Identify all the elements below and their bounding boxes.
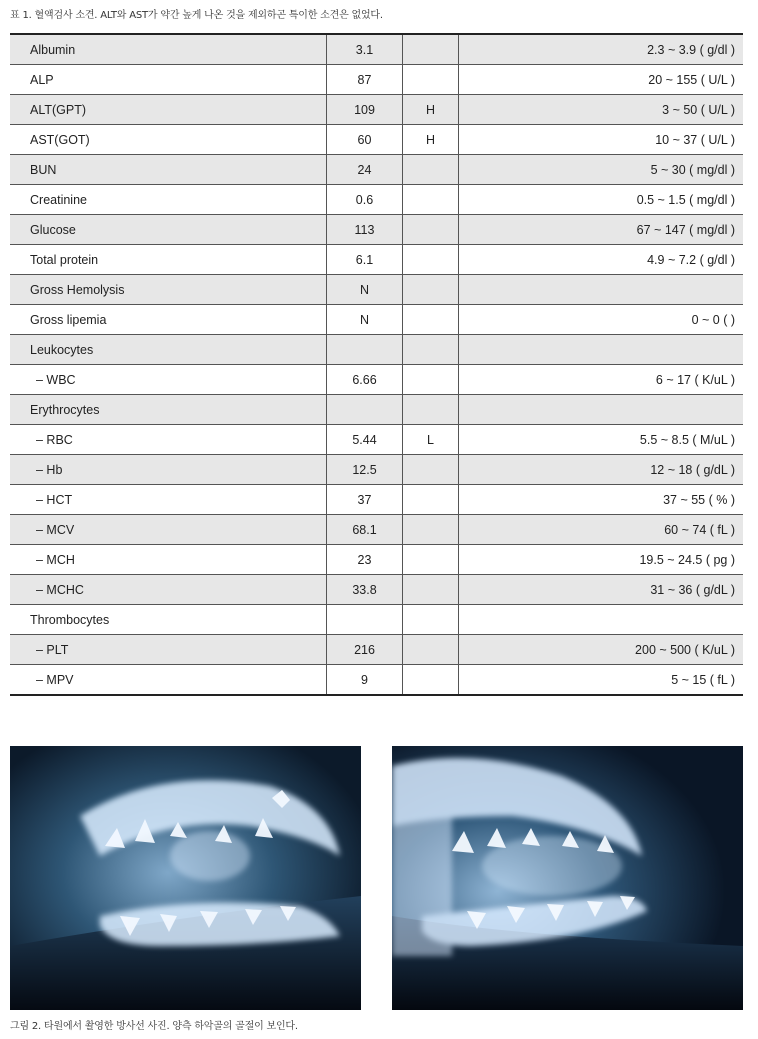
radiograph-left: [10, 746, 361, 1010]
test-name-cell: ALP: [10, 65, 327, 95]
table-row: [10, 635, 743, 665]
flag-cell: [403, 245, 459, 275]
reference-range-cell: 31 ~ 36 ( g/dL ): [459, 575, 744, 605]
table-row: [10, 305, 743, 335]
table-row: [10, 515, 743, 545]
test-name-cell: Albumin: [10, 34, 327, 65]
test-name-cell: Thrombocytes: [10, 605, 327, 635]
reference-range-cell: 200 ~ 500 ( K/uL ): [459, 635, 744, 665]
reference-range-cell: [459, 395, 744, 425]
flag-cell: [403, 575, 459, 605]
reference-range-cell: 0.5 ~ 1.5 ( mg/dl ): [459, 185, 744, 215]
result-value-cell: 60: [327, 125, 403, 155]
test-name-cell: – HCT: [10, 485, 327, 515]
table-row: [10, 275, 743, 305]
table-row: [10, 455, 743, 485]
reference-range-cell: 5 ~ 30 ( mg/dl ): [459, 155, 744, 185]
result-value-cell: 9: [327, 665, 403, 696]
reference-range-cell: [459, 275, 744, 305]
reference-range-cell: 0 ~ 0 ( ): [459, 305, 744, 335]
table-row: [10, 395, 743, 425]
test-name-cell: Glucose: [10, 215, 327, 245]
table-row: [10, 365, 743, 395]
reference-range-cell: 67 ~ 147 ( mg/dl ): [459, 215, 744, 245]
reference-range-cell: 6 ~ 17 ( K/uL ): [459, 365, 744, 395]
flag-cell: [403, 635, 459, 665]
result-value-cell: 12.5: [327, 455, 403, 485]
result-value-cell: N: [327, 275, 403, 305]
flag-cell: [403, 515, 459, 545]
table-row: [10, 575, 743, 605]
table-row: [10, 485, 743, 515]
reference-range-cell: 12 ~ 18 ( g/dL ): [459, 455, 744, 485]
table-row: [10, 605, 743, 635]
reference-range-cell: 60 ~ 74 ( fL ): [459, 515, 744, 545]
table-row: [10, 425, 743, 455]
flag-cell: H: [403, 125, 459, 155]
test-name-cell: – WBC: [10, 365, 327, 395]
table-row: [10, 95, 743, 125]
flag-cell: [403, 275, 459, 305]
result-value-cell: [327, 335, 403, 365]
test-name-cell: Gross lipemia: [10, 305, 327, 335]
test-name-cell: AST(GOT): [10, 125, 327, 155]
reference-range-cell: 19.5 ~ 24.5 ( pg ): [459, 545, 744, 575]
reference-range-cell: 4.9 ~ 7.2 ( g/dl ): [459, 245, 744, 275]
flag-cell: [403, 365, 459, 395]
flag-cell: [403, 65, 459, 95]
result-value-cell: 87: [327, 65, 403, 95]
result-value-cell: 216: [327, 635, 403, 665]
result-value-cell: 0.6: [327, 185, 403, 215]
result-value-cell: 68.1: [327, 515, 403, 545]
table-row: [10, 215, 743, 245]
result-value-cell: [327, 605, 403, 635]
result-value-cell: 23: [327, 545, 403, 575]
flag-cell: [403, 395, 459, 425]
result-value-cell: 24: [327, 155, 403, 185]
result-value-cell: 109: [327, 95, 403, 125]
test-name-cell: – Hb: [10, 455, 327, 485]
result-value-cell: 6.1: [327, 245, 403, 275]
flag-cell: [403, 155, 459, 185]
test-name-cell: Creatinine: [10, 185, 327, 215]
table-row: [10, 245, 743, 275]
table-row: [10, 125, 743, 155]
reference-range-cell: [459, 605, 744, 635]
flag-cell: [403, 545, 459, 575]
test-name-cell: – MPV: [10, 665, 327, 696]
figure-caption: 그림 2. 타원에서 촬영한 방사선 사진. 양측 하악골의 골절이 보인다.: [10, 1021, 298, 1032]
flag-cell: [403, 605, 459, 635]
table-row: [10, 65, 743, 95]
table-row: [10, 185, 743, 215]
table-caption: 표 1. 혈액검사 소견. ALT와 AST가 약간 높게 나온 것을 제외하곤 특이한 소견은 없었다.: [10, 10, 383, 21]
result-value-cell: 3.1: [327, 34, 403, 65]
flag-cell: H: [403, 95, 459, 125]
result-value-cell: 113: [327, 215, 403, 245]
test-name-cell: Gross Hemolysis: [10, 275, 327, 305]
test-name-cell: Leukocytes: [10, 335, 327, 365]
flag-cell: [403, 215, 459, 245]
blood-test-table: [10, 33, 743, 696]
flag-cell: [403, 305, 459, 335]
flag-cell: [403, 665, 459, 696]
result-value-cell: 37: [327, 485, 403, 515]
reference-range-cell: [459, 335, 744, 365]
result-value-cell: N: [327, 305, 403, 335]
reference-range-cell: 2.3 ~ 3.9 ( g/dl ): [459, 34, 744, 65]
table-row: [10, 665, 743, 696]
test-name-cell: Erythrocytes: [10, 395, 327, 425]
test-name-cell: Total protein: [10, 245, 327, 275]
test-name-cell: – MCV: [10, 515, 327, 545]
flag-cell: [403, 34, 459, 65]
result-value-cell: 5.44: [327, 425, 403, 455]
reference-range-cell: 3 ~ 50 ( U/L ): [459, 95, 744, 125]
table-row: [10, 155, 743, 185]
reference-range-cell: 10 ~ 37 ( U/L ): [459, 125, 744, 155]
test-name-cell: – MCH: [10, 545, 327, 575]
flag-cell: L: [403, 425, 459, 455]
reference-range-cell: 20 ~ 155 ( U/L ): [459, 65, 744, 95]
table-row: [10, 34, 743, 65]
flag-cell: [403, 485, 459, 515]
test-name-cell: – PLT: [10, 635, 327, 665]
reference-range-cell: 37 ~ 55 ( % ): [459, 485, 744, 515]
test-name-cell: – RBC: [10, 425, 327, 455]
flag-cell: [403, 185, 459, 215]
test-name-cell: ALT(GPT): [10, 95, 327, 125]
result-value-cell: 33.8: [327, 575, 403, 605]
radiograph-right: [392, 746, 743, 1010]
reference-range-cell: 5.5 ~ 8.5 ( M/uL ): [459, 425, 744, 455]
flag-cell: [403, 455, 459, 485]
table-row: [10, 335, 743, 365]
test-name-cell: – MCHC: [10, 575, 327, 605]
reference-range-cell: 5 ~ 15 ( fL ): [459, 665, 744, 696]
table-row: [10, 545, 743, 575]
result-value-cell: 6.66: [327, 365, 403, 395]
radiograph-figures: [10, 746, 743, 1010]
result-value-cell: [327, 395, 403, 425]
test-name-cell: BUN: [10, 155, 327, 185]
flag-cell: [403, 335, 459, 365]
